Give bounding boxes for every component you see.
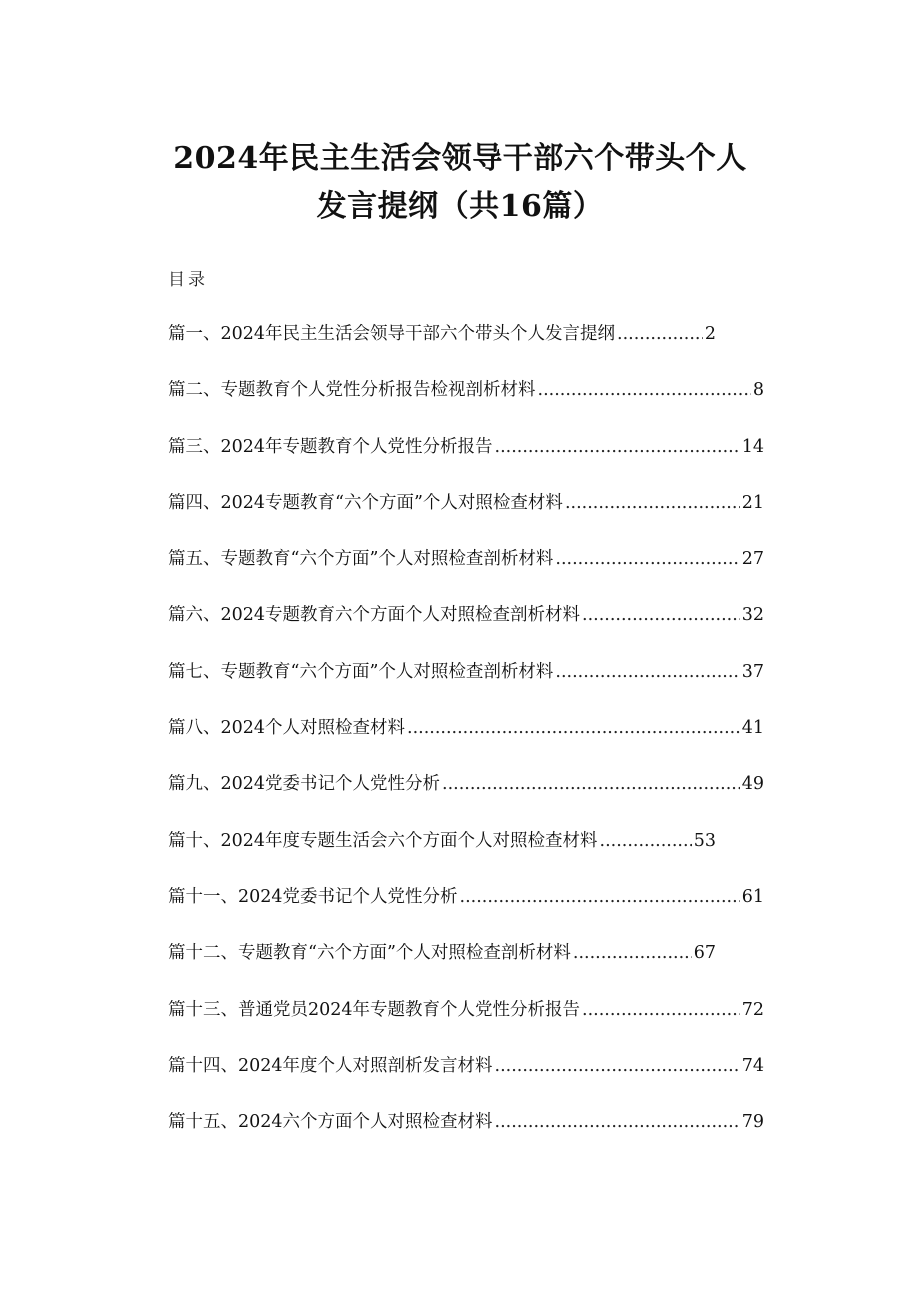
toc-leader-dots xyxy=(582,996,740,1024)
toc-entry-label: 篇五、专题教育“六个方面”个人对照检查剖析材料 xyxy=(168,549,554,570)
toc-entry-label: 篇四、2024专题教育“六个方面”个人对照检查材料 xyxy=(168,492,563,513)
toc-entry[interactable] xyxy=(168,545,764,601)
toc-entry-label: 篇八、2024个人对照检查材料 xyxy=(168,718,406,739)
toc-entry-page: 37 xyxy=(741,661,764,682)
toc-entry-label: 篇十三、普通党员2024年专题教育个人党性分析报告 xyxy=(168,999,581,1020)
toc-entry-page: 14 xyxy=(741,436,764,457)
toc-leader-dots xyxy=(617,320,703,348)
toc-leader-dots xyxy=(495,1108,740,1136)
toc-entry[interactable] xyxy=(168,433,764,489)
toc-entry-page: 41 xyxy=(741,718,764,739)
toc-leader-dots xyxy=(495,433,740,461)
toc-entry-page: 67 xyxy=(693,943,716,964)
toc-leader-dots xyxy=(555,658,739,686)
toc-entry[interactable] xyxy=(168,1108,764,1164)
toc-entry[interactable] xyxy=(168,996,764,1052)
toc-entry[interactable] xyxy=(168,939,716,995)
toc-leader-dots xyxy=(565,489,740,517)
toc-entry-label: 篇九、2024党委书记个人党性分析 xyxy=(168,774,441,795)
toc-entry-label: 篇十一、2024党委书记个人党性分析 xyxy=(168,886,458,907)
toc-entry-label: 篇七、专题教育“六个方面”个人对照检查剖析材料 xyxy=(168,661,554,682)
toc-entry-label: 篇十、2024年度专题生活会六个方面个人对照检查材料 xyxy=(168,830,598,851)
toc-entry-label: 篇三、2024年专题教育个人党性分析报告 xyxy=(168,436,493,457)
toc-entry-page: 8 xyxy=(752,380,764,401)
toc-entry[interactable] xyxy=(168,320,716,376)
toc-entry-label: 篇十四、2024年度个人对照剖析发言材料 xyxy=(168,1055,493,1076)
toc-entry[interactable] xyxy=(168,827,716,883)
toc-leader-dots xyxy=(573,939,692,967)
document-title-line-2: 发言提纲（共16篇） xyxy=(316,189,604,224)
toc-heading: 目录 xyxy=(168,270,208,290)
toc-entry[interactable] xyxy=(168,1052,764,1108)
toc-entry-label: 篇一、2024年民主生活会领导干部六个带头个人发言提纲 xyxy=(168,324,616,344)
toc-leader-dots xyxy=(538,376,751,404)
toc-entry-label: 篇十五、2024六个方面个人对照检查材料 xyxy=(168,1112,493,1133)
toc-leader-dots xyxy=(495,1052,740,1080)
toc-entry[interactable] xyxy=(168,883,764,939)
toc-leader-dots xyxy=(460,883,740,911)
toc-leader-dots xyxy=(582,601,740,629)
toc-entry-page: 53 xyxy=(693,830,716,851)
toc-entry-page: 21 xyxy=(741,492,764,513)
toc-leader-dots xyxy=(407,714,740,742)
toc-entry[interactable] xyxy=(168,489,764,545)
toc-entry-page: 27 xyxy=(741,549,764,570)
toc-leader-dots xyxy=(442,770,740,798)
toc-entry-page: 49 xyxy=(741,774,764,795)
toc-entry-page: 79 xyxy=(741,1112,764,1133)
toc-entry-label: 篇六、2024专题教育六个方面个人对照检查剖析材料 xyxy=(168,605,581,626)
toc-entry-page: 2 xyxy=(704,324,716,344)
toc-leader-dots xyxy=(600,827,692,855)
toc-entry-page: 74 xyxy=(741,1055,764,1076)
toc-entry[interactable] xyxy=(168,658,764,714)
toc-entry[interactable] xyxy=(168,714,764,770)
toc-entry-page: 72 xyxy=(741,999,764,1020)
toc-entry[interactable] xyxy=(168,376,764,432)
toc-entry[interactable] xyxy=(168,601,764,657)
toc-entry-label: 篇二、专题教育个人党性分析报告检视剖析材料 xyxy=(168,380,536,401)
document-title-line-1: 2024年民主生活会领导干部六个带头个人 xyxy=(173,141,747,176)
table-of-contents xyxy=(168,320,764,1164)
toc-leader-dots xyxy=(555,545,739,573)
toc-entry[interactable] xyxy=(168,770,764,826)
toc-entry-page: 61 xyxy=(741,886,764,907)
toc-entry-label: 篇十二、专题教育“六个方面”个人对照检查剖析材料 xyxy=(168,943,571,964)
toc-entry-page: 32 xyxy=(741,605,764,626)
